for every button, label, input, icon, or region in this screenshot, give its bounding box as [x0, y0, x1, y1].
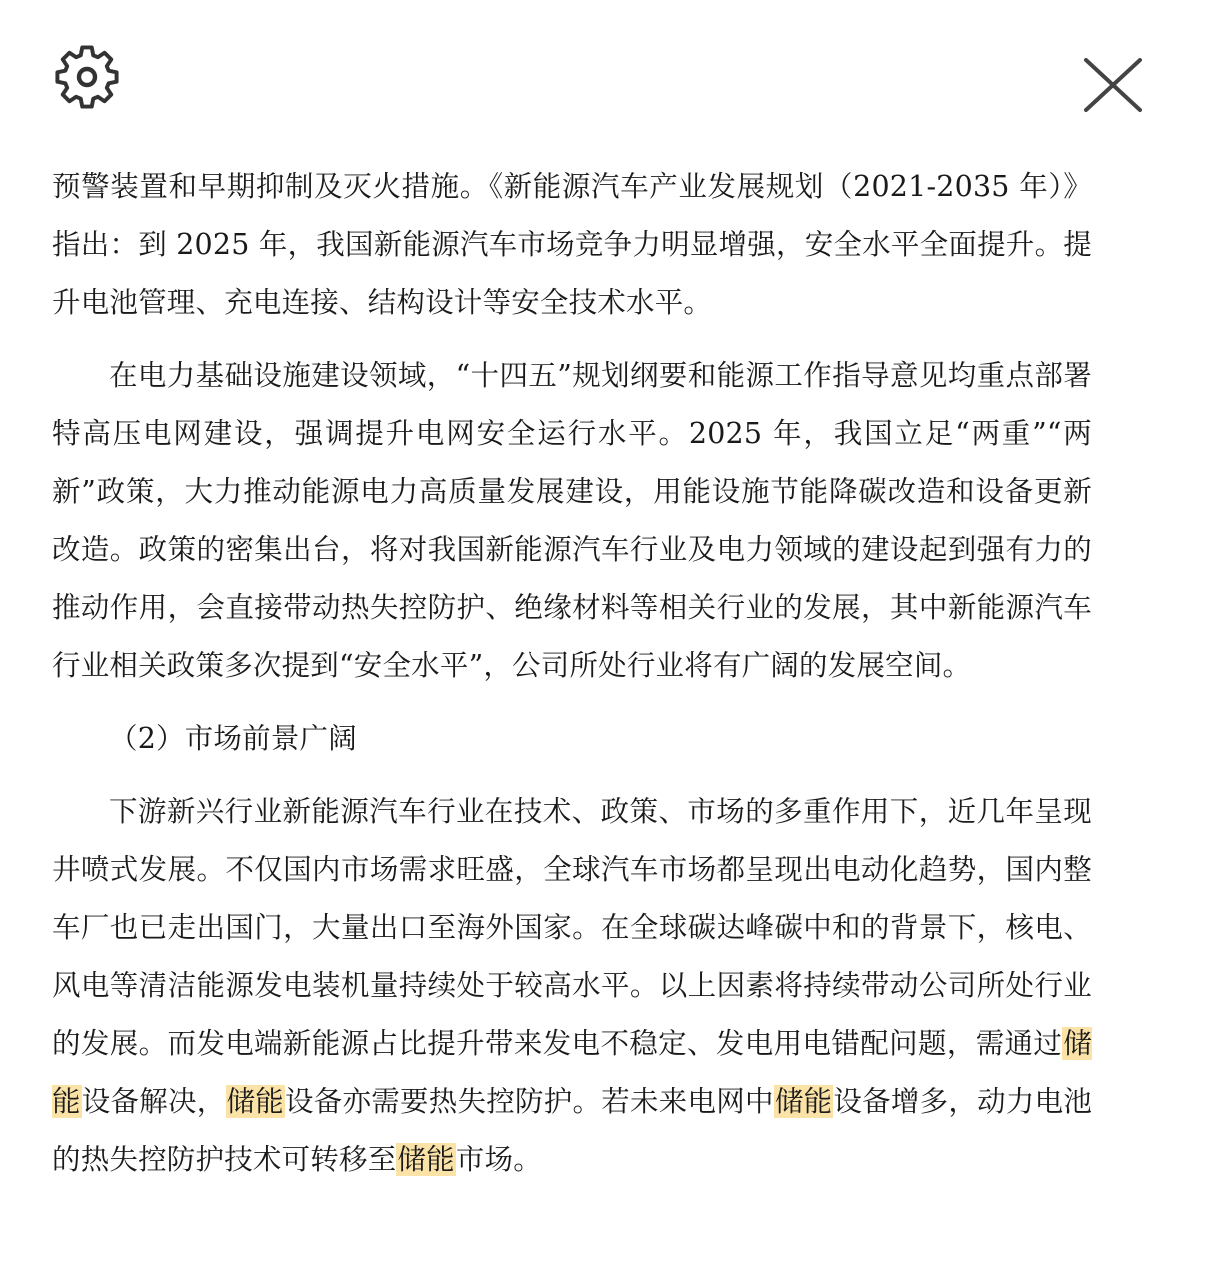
search-highlight[interactable]: 储能: [226, 1085, 285, 1118]
text-run: 设备增多，动力电池的热失控防护技术可转移至: [52, 1085, 1093, 1176]
text-run: 下游新兴行业新能源汽车行业在技术、政策、市场的多重作用下，近几年呈现井喷式发展。不仅国内市场需求旺盛，全球汽车市场都呈现出电动化趋势，国内整车厂也已走出国门，大量出口至海外国家。在全球碳达峰碳中和的背景下，核电、风电等清洁能源发电装机量持续处于较高水平。以上因素将持续带动公司所处行业的发展。而发电端新能源占比提升带来发电不稳定、发电用电错配问题，需通过: [52, 795, 1092, 1060]
paragraph-policy-plan: 预警装置和早期抑制及灭火措施。《新能源汽车产业发展规划（2021-2035 年）》指出：到 2025 年，我国新能源汽车市场竞争力明显增强，安全水平全面提升。提升电池管理、充电连接、结构设计等安全技术水平。: [52, 170, 1092, 319]
text-run: 设备解决，: [81, 1085, 226, 1118]
paragraph-downstream-industry: [52, 783, 1092, 1189]
section-heading-market-outlook: （2）市场前景广阔: [109, 722, 357, 755]
paragraph-power-infrastructure: 在电力基础设施建设领域，“十四五”规划纲要和能源工作指导意见均重点部署特高压电网建设，强调提升电网安全运行水平。2025 年，我国立足“两重”“两新”政策，大力推动能源电力高质量发展建设，用能设施节能降碳改造和设备更新改造。政策的密集出台，将对我国新能源汽车行业及电力领域的建设起到强有力的推动作用，会直接带动热失控防护、绝缘材料等相关行业的发展，其中新能源汽车行业相关政策多次提到“安全水平”，公司所处行业将有广阔的发展空间。: [52, 359, 1092, 682]
close-icon[interactable]: [1078, 52, 1148, 118]
search-highlight[interactable]: 储能: [397, 1143, 455, 1176]
reader-toolbar: [0, 0, 1228, 150]
text-run: 设备亦需要热失控防护。若未来电网中: [285, 1085, 774, 1118]
gear-icon[interactable]: [52, 42, 122, 112]
search-highlight[interactable]: 储能: [52, 1027, 1092, 1118]
text-run: 市场。: [455, 1143, 542, 1176]
search-highlight[interactable]: 储能: [774, 1085, 833, 1118]
document-page: [52, 158, 1092, 1189]
